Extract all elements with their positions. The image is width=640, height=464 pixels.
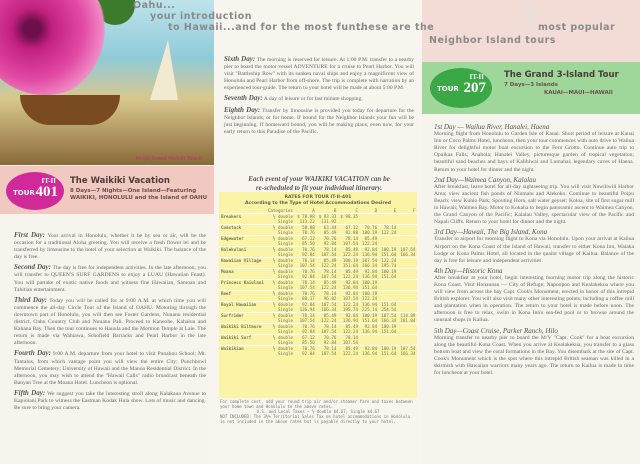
rate-cell: 78.14 <box>295 258 317 264</box>
day-paragraph <box>434 124 634 174</box>
tour-label: TOUR <box>13 189 35 197</box>
rate-cell: 92.84 <box>302 252 315 257</box>
rate-cell: 100.19 <box>362 230 378 235</box>
rates-table-box <box>219 192 417 398</box>
room-type: ½ double <box>266 324 295 330</box>
rate-cell: 78.14 <box>317 247 339 253</box>
rate-cell: 85.50 <box>302 340 315 345</box>
day-text: A day of leisure or for last minute shopping. <box>263 96 363 103</box>
rate-cell: 85.50 <box>302 241 315 246</box>
rate-cell: 85.49 <box>317 258 339 264</box>
day-text: Transfer to airport for morning flight to Kona via Honolulu. Upon your arrival at Kailua Airport on the Kona Coast of the Island of Hawaii, transfer to either Kona Inn, Waiaka Lodge or Kona Palms Hotel, all located in the quaint village of Kailua. Balance of the day is free for leisure and independent activities. <box>434 236 634 264</box>
hotel-name: Comstock <box>219 225 266 231</box>
rate-cell: 122.24 <box>362 241 378 246</box>
rate-cell: 151.64 <box>381 351 397 357</box>
rate-cell: 100.19 <box>381 269 397 274</box>
room-type: Single <box>277 241 294 246</box>
itinerary-motto <box>224 175 414 193</box>
day-text: The morning is reserved for leisure. At 1:00 P.M. transfer to a nearby pier to board the motor vessel ADVENTURE for a cruise to Pearl Harbor. You will visit "Battleship Row" with its sunken naval ships and enjoy a magnificent view of Honolulu and Pearl Harbor from off-shore. The trip is complete with narration by an experienced tour-guide. The return to your hotel will be made at about 5:00 P.M. <box>224 57 414 92</box>
rate-cell: $ 78.98 <box>297 214 315 219</box>
rate-cell: 70.76 <box>360 225 379 231</box>
rate-cell: 92.84 <box>302 329 315 334</box>
rate-cell: 107.54 <box>400 247 416 252</box>
rate-cell: 122.24 <box>338 302 360 308</box>
rate-cell: 107.54 <box>299 285 315 290</box>
rate-cell: 67.12 <box>295 236 317 242</box>
rates-subtitle: According to the Type of Hotel Accommodations Desired <box>244 201 392 206</box>
rate-cell: 92.88 <box>345 230 359 235</box>
day-text: Transfer by limousine is provided you today for departure for the Neighbor Islands, or for home. If bound for the Neighbor Islands your fun will be just beginning. If homeward bound, you will be making plans, even now, for your early return to this Paradise of the Pacific. <box>224 107 414 135</box>
day-label: First Day: <box>14 231 45 239</box>
day-label: Third Day: <box>14 295 48 304</box>
rate-cell: 78.14 <box>317 346 339 352</box>
room-type: Single <box>277 296 294 301</box>
hotel-name: Edgewater <box>219 236 266 242</box>
day-heading: 3rd Day—Hawaii, The Big Island, Kona <box>434 228 548 237</box>
rate-cell: 107.54 <box>362 258 378 263</box>
rate-cell: 122.24 <box>381 230 397 235</box>
rate-cell: 70.76 <box>295 291 317 297</box>
rate-cell: 100.19 <box>381 346 397 351</box>
rate-cell: 136.94 <box>362 252 378 257</box>
rate-cell: 122.24 <box>381 258 397 263</box>
rate-cell: 92.84 <box>360 324 379 330</box>
day-label: Seventh Day: <box>224 94 263 103</box>
room-type: Single <box>277 230 294 235</box>
table-row <box>219 351 417 356</box>
rate-cell: 136.94 <box>342 318 359 323</box>
headline-line-1: Oahu... <box>133 0 176 11</box>
rate-cell: 78.14 <box>338 335 360 341</box>
room-type: ½ double <box>266 346 295 352</box>
rate-cell: 100.19 <box>362 280 378 285</box>
day-paragraph <box>14 390 206 412</box>
rate-cell: 122.24 <box>362 296 378 301</box>
day-heading: 1st Day — Wailua River, Hanalei, Haena <box>434 123 550 131</box>
room-type: ½ double <box>266 225 295 231</box>
rate-cell: 107.54 <box>342 241 359 246</box>
hibiscus-flower-image <box>0 0 110 95</box>
room-type: Single <box>277 219 294 224</box>
rate-cell: 166.34 <box>381 318 397 323</box>
rate-cell: 166.34 <box>400 252 416 257</box>
room-type: ½ double <box>266 335 295 341</box>
rate-cell: 131.92 <box>321 219 337 224</box>
rate-cell: 70.76 <box>317 335 339 341</box>
rates-notes <box>220 399 416 424</box>
rate-cell: 107.54 <box>321 252 337 257</box>
tour-401-badge <box>6 172 64 210</box>
day-text: 9:00 A.M. departure from your hotel to visit Punahou School; Mt. Tantalus, from which vantage point you will view the entire City; Punchbowl Memorial Cemetery; University of Hawaii and the Manoa Residential District. In the afternoon, you may wish to attend the "Hawaii Calls" radio broadcast beneath the Banyan Tree at the Moana Hotel. Luncheon is optional. <box>14 351 206 386</box>
rate-cell: $ 93.33 <box>318 214 337 219</box>
rate-cell: 151.64 <box>381 274 397 279</box>
sailboat-image <box>150 40 178 100</box>
rate-cell: 107.54 <box>381 313 397 318</box>
room-type: Single <box>277 274 294 279</box>
rate-cell: 67.12 <box>338 225 360 231</box>
hotel-name: Princess Kaiulani <box>221 280 264 285</box>
rate-cell: 92.84 <box>338 313 360 319</box>
column-header: C <box>355 208 359 213</box>
tour-207-title: The Grand 3-Island Tour <box>504 70 619 80</box>
rate-cell: 107.54 <box>321 351 337 357</box>
tour-number: 401 <box>35 184 58 200</box>
rate-cell: 254.54 <box>381 307 397 312</box>
rate-cell: 107.54 <box>342 340 359 345</box>
day-paragraph <box>14 232 206 261</box>
rate-cell: 136.94 <box>362 351 378 357</box>
room-type: ½ double <box>266 214 295 220</box>
rate-cell: 166.34 <box>362 263 378 268</box>
rate-cell: 85.49 <box>317 280 339 286</box>
rate-cell: 92.84 <box>338 291 360 297</box>
day-paragraph <box>434 328 634 378</box>
rate-cell: 67.12 <box>295 335 317 341</box>
tour-207-badge <box>430 68 492 108</box>
rate-cell: 107.54 <box>321 329 337 334</box>
rate-cell: 136.94 <box>342 285 359 290</box>
rate-cell: 151.64 <box>381 252 397 257</box>
headline-line-5: most popular <box>538 22 616 33</box>
hotel-name: Waikiki Surf <box>219 335 266 341</box>
rate-cell: 92.84 <box>360 346 379 352</box>
room-type: ½ double <box>266 269 295 275</box>
day-label: Fourth Day: <box>14 349 51 358</box>
day-heading: 4th Day—Historic Kona <box>434 266 503 275</box>
hotel-name: Royal Hawaiian <box>219 302 266 308</box>
column-header: B <box>333 208 337 213</box>
left-panel <box>0 0 214 464</box>
rate-cell: 151.64 <box>362 318 378 323</box>
day-label: Fifth Day: <box>14 388 46 397</box>
rates-note-not-included: NOT INCLUDED: The 3½% Territorial Sales Tax on hotel accommodations in Honolulu is not included in the above rates but is payable directly to your hotel. <box>220 414 411 424</box>
day-paragraph <box>224 95 414 103</box>
rate-cell: 70.76 <box>295 269 317 275</box>
rate-cell: 70.76 <box>295 247 317 253</box>
rate-cell: 195.74 <box>381 263 397 268</box>
rate-cell: 151.64 <box>381 302 397 307</box>
room-type: Single <box>277 263 294 268</box>
rate-cell: 78.14 <box>379 225 398 231</box>
tour-number: 207 <box>463 80 486 96</box>
rate-cell: 92.84 <box>323 340 337 345</box>
headline-line-2: your introduction <box>150 11 253 22</box>
canoe-image <box>20 95 120 125</box>
day-paragraph <box>224 107 414 136</box>
rate-cell: 100.19 <box>381 247 397 252</box>
tour-207-subtitle-1: 7 Days—3 Islands <box>504 82 558 88</box>
rate-cell: 70.76 <box>295 324 317 330</box>
tour-207-itinerary <box>434 122 634 380</box>
room-type: Single <box>277 252 294 257</box>
day-text: Your arrival in Honolulu, whether it be by sea or air, will be the occasion for a traditional Aloha greeting. You will receive a fresh flower lei and be transferred by limousine to the hotel of your selection at Waikiki. The balance of the day is free. <box>14 233 206 261</box>
day-text: After breakfast at your hotel, begin interesting morning motor trip along the historic Kona Coast. Visit Honaunau — City of Refuge; Napoopoo and Kealakekua where you will view from across the bay Capt. Cook's Monument, erected in honor of this intrepid British explorer. You will also visit many other interesting points, including a coffee mill and plantation when in operation. The return to your hotel is made before noon. The afternoon is free to relax, swim in Kona Inn's sea-fed pool or to browse around the unusual shops in Kailua. <box>434 274 634 324</box>
day-paragraph <box>434 229 634 264</box>
hotel-name: Hawaiian Village <box>219 258 266 264</box>
it-code: IT-II <box>469 73 484 81</box>
room-type: ½ double <box>266 236 295 242</box>
rate-cell: 85.49 <box>338 247 360 253</box>
rate-cell: 136.94 <box>299 307 315 312</box>
middle-panel <box>214 0 422 464</box>
rate-cell: 78.14 <box>317 269 339 275</box>
rate-cell: 166.34 <box>321 307 337 312</box>
hotel-name: Breakers <box>219 214 266 220</box>
motto-line-1: Each event of your WAIKIKI VACATION can be <box>248 175 390 183</box>
room-type: ½ double <box>266 280 295 286</box>
rate-cell: 151.64 <box>362 285 378 290</box>
rate-cell: 100.19 <box>381 324 397 329</box>
day-paragraph <box>14 297 206 348</box>
photo-caption: World-famed Waikiki Beach <box>135 156 202 162</box>
hotel-name: Surfrider <box>219 313 266 319</box>
column-header: F <box>412 208 416 213</box>
tour-401-subtitle-2: WAIKIKI, HONOLULU and the Island of OAHU <box>70 195 208 201</box>
day-paragraph <box>224 56 414 92</box>
rate-cell: 107.54 <box>342 296 359 301</box>
rate-cell: 166.34 <box>400 351 416 357</box>
day-label: Eighth Day: <box>224 105 261 114</box>
rates-table <box>219 208 417 356</box>
hotel-name: Moana <box>219 269 266 275</box>
rate-cell: $ 98.35 <box>340 214 359 219</box>
rate-cell: 85.49 <box>317 313 339 319</box>
rate-cell: 78.14 <box>295 313 317 319</box>
motto-line-2: re-scheduled to fit your individual itinerary. <box>255 184 383 192</box>
rate-cell: 122.24 <box>342 252 359 257</box>
rate-cell: 107.54 <box>321 274 337 279</box>
rate-cell: 107.54 <box>299 318 315 323</box>
hotel-name: Waikiki Biltmore <box>219 324 266 330</box>
headline-line-3: to Hawaii...and for the most fun... <box>168 22 369 33</box>
rate-cell: 92.84 <box>360 269 379 275</box>
day-paragraph <box>14 350 206 386</box>
it-code: IT-II <box>41 177 56 185</box>
rate-cell: 70.76 <box>302 230 315 235</box>
day-paragraph <box>434 177 634 227</box>
right-panel <box>422 0 640 464</box>
rate-cell: 78.14 <box>317 324 339 330</box>
rate-cell: 107.54 <box>299 263 315 268</box>
day-label: Sixth Day: <box>224 55 256 63</box>
room-type: Single <box>277 340 294 345</box>
tour-401-itinerary-part1 <box>14 232 206 415</box>
rate-cell: 70.76 <box>295 346 317 352</box>
hotel-name <box>219 351 266 356</box>
rate-cell: 85.49 <box>338 346 360 352</box>
room-type: Single <box>277 329 294 334</box>
room-type: Single <box>277 318 294 323</box>
rate-cell: 151.64 <box>381 329 397 334</box>
room-type: ½ double <box>266 313 295 319</box>
hotel-name: Halekulani <box>219 247 266 253</box>
rate-cell: 181.04 <box>400 318 416 323</box>
rate-cell: 100.19 <box>362 291 378 296</box>
room-type: ½ double <box>266 302 295 308</box>
rate-cell: 70.76 <box>317 236 339 242</box>
hotel-name: Waikikian <box>219 346 266 352</box>
rates-note-taxes: U.S. and Local Taxes — ½ double $4.67, Single $4.67 <box>256 409 380 414</box>
rate-cell: 85.49 <box>338 324 360 330</box>
room-type: ½ double <box>266 258 295 264</box>
tour-401-title: The Waikiki Vacation <box>70 176 170 186</box>
headline-line-6: Neighbor Island tours <box>429 35 556 46</box>
rate-cell: 92.84 <box>295 302 317 308</box>
column-header: A <box>312 208 315 213</box>
rate-cell: 114.89 <box>400 313 416 318</box>
room-type: Single <box>277 351 294 357</box>
rate-cell: 78.14 <box>338 236 360 242</box>
rate-cell: 136.94 <box>362 274 378 279</box>
day-label: Second Day: <box>14 263 51 272</box>
rate-cell: 92.84 <box>302 351 315 357</box>
day-heading: 5th Day—Coast Cruise, Parker Ranch, Hilo <box>434 326 558 335</box>
tour-label: TOUR <box>437 85 459 93</box>
room-type: Single <box>277 307 294 312</box>
day-text: Morning transfer to nearby pier to board the M/V "Capt. Cook" for a boat excursion along the beautiful Kona Coast. When you arrive at Kealakekua, you transfer to a glass bottom boat and view the coral formations in the Bay. You disembark at the site of Capt. Cook's Monument which is the spot where this intrepid British seaman was killed in a skirmish with Hawaiian warriors many years ago. The return to Kailua is made in time for luncheon at your hotel. <box>434 334 634 377</box>
headline-big-number: 3 <box>517 0 538 38</box>
rate-cell: 122.24 <box>342 351 359 357</box>
rate-cell: 96.82 <box>323 296 337 301</box>
rate-cell: 92.84 <box>323 241 337 246</box>
rate-cell: 92.84 <box>338 280 360 286</box>
rate-cell: 92.84 <box>360 247 379 253</box>
rate-cell: 107.54 <box>400 346 416 351</box>
day-text: Morning flight from Honolulu to Garden Isle of Kauai. Short period of leisure at Kauai Inn or Coco Palms Hotel, luncheon, then your tour commences with auto drive to Wailua River for delightful motor boat excursion to the Fern Grotto. Continue auto trip to Opaikaa Falls; Anahola; Hanalei Valley, picturesque garden of tropical vegetation; beautiful sand beaches and bays of Kalihiwai and Lumahai; legendary caves of Haena. Return to your hotel for dinner and the night. <box>434 131 634 173</box>
rate-cell: 136.94 <box>362 302 378 307</box>
rate-cell: 151.64 <box>342 263 359 268</box>
rate-cell: 100.19 <box>362 313 378 318</box>
column-header: Categories <box>267 208 294 213</box>
rate-cell: 78.14 <box>295 280 317 286</box>
headline-line-4: these are the <box>356 22 435 33</box>
room-type: ½ double <box>266 247 295 253</box>
tour-207-band <box>422 62 640 114</box>
rate-cell: 78.14 <box>317 291 339 297</box>
tour-401-itinerary-part2 <box>224 56 414 139</box>
rate-cell: 113.22 <box>299 219 315 224</box>
rate-cell: 195.74 <box>342 307 359 312</box>
day-text: The day is free for independent activities. In the late afternoon, you will transfer to QUEEN'S SURF GARDENS to enjoy a LUAU (Hawaiian Feast). You will partake of exotic native foods and witness fine Hawaiian, Samoan and Tahitian entertainment. <box>14 265 206 293</box>
rate-cell: 136.94 <box>362 329 378 334</box>
day-text: After breakfast, leave hotel for all-day sightseeing trip. You will visit Nawiliwili Harbor Area; view ancient fish ponds of Niumalu and Alekoko. Continue to beautiful Poipu Beach; view Kuhio Park; Spouting Horn, salt water geyser; Koloa, site of first sugar mill in Hawaii; Waimea Bay. Motor to Kokaha to begin panoramic ascent to Waimea Canyon, the Grand Canyon of the Pacific; Kalalau Valley, spectacular view of the Pacific and Napali Cliffs. Return to your hotel for dinner and the night. <box>434 183 634 226</box>
day-text: We suggest you take the interesting stroll along Kalakaua Avenue to Kapiolani Park to witness the Eastman Kodak Hula show. Lots of music and dancing. Be sure to bring your camera. <box>14 390 206 412</box>
hotel-name: Reef <box>219 291 266 297</box>
rates-note-cost: For complete cost, add your round trip air and/or steamer fare and taxes between your home town and Honolulu to the above rates. <box>220 399 413 409</box>
rate-cell: 85.49 <box>323 230 337 235</box>
rate-cell: 107.54 <box>317 302 339 308</box>
rates-title: RATES FOR TOUR IT-II-401 <box>284 195 352 200</box>
rate-cell: 88.17 <box>302 296 315 301</box>
rate-cell: 122.24 <box>342 329 359 334</box>
day-heading: 2nd Day—Waimea Canyon, Kalalau <box>434 175 537 184</box>
rate-cell: 225.14 <box>362 307 378 312</box>
rate-cell: 122.24 <box>321 285 337 290</box>
rate-cell: 92.84 <box>302 274 315 279</box>
room-type: ½ double <box>266 291 295 297</box>
rate-cell: 122.24 <box>321 318 337 323</box>
tour-401-subtitle-1: 8 Days—7 Nights—One Island—Featuring <box>70 188 197 194</box>
rate-cell: 58.88 <box>295 225 317 231</box>
rate-cell: 85.49 <box>338 269 360 275</box>
day-text: Today you will be called for at 9:00 A.M. at which time you will commence the all-day Circle Tour of the Island of OAHU. Motoring through the downtown part of Honolulu, you will then see Foster Gardens, Nuuanu residential district, Oahu Country Club and Nuuanu Pali. Proceed to Kaneohe, Kahaluu and Kahana Bay. Then the tour continues to Hauula and the Mormon Temple at Laie. The return is made via Wahiawa, Schofield Barracks and Pearl Harbor in the late afternoon. <box>14 297 206 347</box>
rate-cell: 122.24 <box>342 274 359 279</box>
rate-cell: 100.19 <box>338 258 360 264</box>
column-header: D <box>374 208 378 213</box>
rate-cell: 122.24 <box>321 263 337 268</box>
column-header: E <box>393 208 397 213</box>
day-paragraph <box>434 268 634 325</box>
tour-401-band <box>0 166 214 214</box>
rate-cell: 85.49 <box>360 236 379 242</box>
day-paragraph <box>14 264 206 293</box>
rate-cell: 63.44 <box>317 225 339 231</box>
room-type: Single <box>277 285 294 290</box>
tour-207-subtitle-2: KAUAI—MAUI—HAWAII <box>544 90 613 96</box>
